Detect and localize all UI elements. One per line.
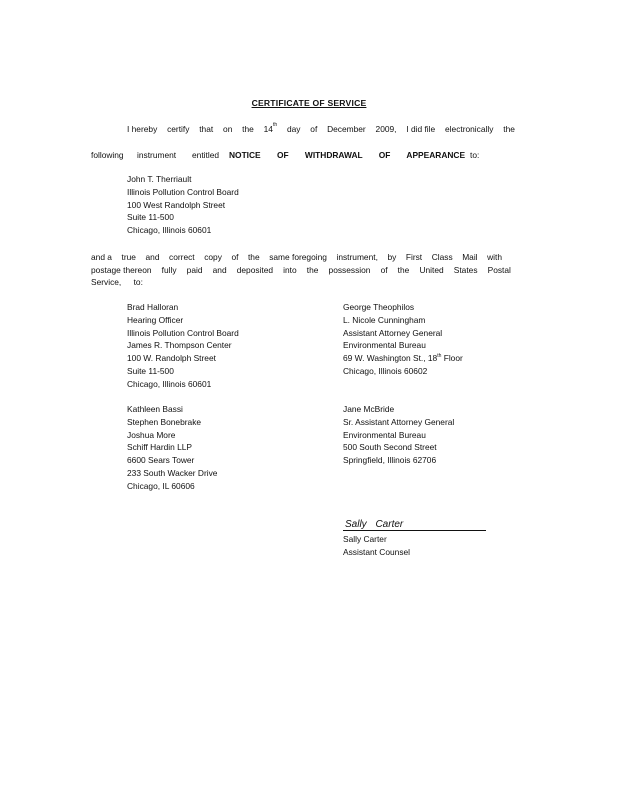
word: First <box>405 252 423 262</box>
word: same foregoing <box>269 252 327 262</box>
address-line: Hearing Officer <box>127 314 184 325</box>
address-line: Jane McBride <box>343 404 395 414</box>
word: I did file <box>406 124 436 134</box>
address-line: Assistant Attorney General <box>343 327 443 338</box>
word: and <box>145 252 160 262</box>
word: possession <box>328 265 371 275</box>
address-line: Environmental Bureau <box>343 429 426 440</box>
address-line: Chicago, Illinois 60601 <box>127 378 212 389</box>
service-block-halloran <box>127 301 239 391</box>
word: true <box>121 252 136 262</box>
word: December <box>327 124 366 134</box>
word: States <box>453 265 478 275</box>
word: Class <box>431 252 453 262</box>
signature-line <box>343 530 486 531</box>
service-block-theophilos <box>343 301 463 378</box>
address-line: Illinois Pollution Control Board <box>127 327 239 338</box>
address-line: 100 West Randolph Street <box>127 199 226 210</box>
address-line: Chicago, IL 60606 <box>127 480 195 491</box>
address-line: 6600 Sears Tower <box>127 455 195 466</box>
address-line: John T. Therriault <box>127 174 192 184</box>
notice-title: NOTICE OF WITHDRAWAL OF APPEARANCE <box>229 150 466 160</box>
word: 2009, <box>375 124 397 134</box>
floor-suffix: th <box>437 353 442 360</box>
address-line: L. Nicole Cunningham <box>343 314 426 325</box>
address-line: George Theophilos <box>343 302 415 312</box>
word: the <box>247 252 260 262</box>
para2-line2 <box>91 265 511 275</box>
word: fully <box>161 265 177 275</box>
addressee-block <box>127 173 239 237</box>
para2-line3: Service, to: <box>91 277 143 287</box>
word: copy <box>204 252 222 262</box>
address-line: James R. Thompson Center <box>127 340 232 351</box>
address-line: Kathleen Bassi <box>127 404 183 414</box>
word: into <box>283 265 297 275</box>
signature-block <box>343 533 410 559</box>
signature-script: Sally Carter <box>345 519 404 530</box>
word: day <box>286 124 301 134</box>
word: postage thereon <box>91 265 152 275</box>
address-line: Stephen Bonebrake <box>127 416 202 427</box>
word: the <box>397 265 410 275</box>
address-line-floor: 69 W. Washington St., 18th Floor <box>343 353 463 364</box>
word: instrument, <box>336 252 378 262</box>
address-line: Brad Halloran <box>127 302 179 312</box>
address-line: Environmental Bureau <box>343 340 426 351</box>
para2-line1 <box>91 252 502 262</box>
address-line: Chicago, Illinois 60601 <box>127 225 212 236</box>
address-line: Schiff Hardin LLP <box>127 442 193 453</box>
address-line: 233 South Wacker Drive <box>127 467 218 478</box>
word: and <box>212 265 227 275</box>
signer-name: Sally Carter <box>343 534 387 544</box>
address-line: Suite 11-500 <box>127 212 174 223</box>
word: deposited <box>236 265 274 275</box>
word: of <box>310 124 318 134</box>
word: correct <box>169 252 195 262</box>
word: United <box>419 265 444 275</box>
address-line: Springfield, Illinois 62706 <box>343 455 437 466</box>
day-number: 14th <box>263 122 278 134</box>
service-block-mcbride <box>343 403 454 467</box>
word: of <box>380 265 388 275</box>
service-block-bassi <box>127 403 217 493</box>
word: Postal <box>487 265 511 275</box>
title-text: CERTIFICATE OF SERVICE <box>251 98 367 108</box>
ordinal-suffix: th <box>272 122 278 128</box>
para1-word-following: following <box>91 150 124 160</box>
word: with <box>487 252 502 262</box>
word: on <box>223 124 233 134</box>
word: the <box>242 124 254 134</box>
word: the <box>306 265 319 275</box>
para1-word-to: to: <box>470 150 480 160</box>
word: of <box>231 252 239 262</box>
address-line: Joshua More <box>127 429 176 440</box>
document-title <box>0 98 618 108</box>
address-line: Suite 11-500 <box>127 365 174 376</box>
word: I hereby <box>127 124 158 134</box>
word: the <box>503 124 515 134</box>
para1-word-entitled: entitled <box>192 150 220 160</box>
para1-word-instrument: instrument <box>137 150 177 160</box>
word: by <box>387 252 397 262</box>
address-line: 500 South Second Street <box>343 442 437 453</box>
word: electronically <box>445 124 494 134</box>
address-line: Sr. Assistant Attorney General <box>343 416 455 427</box>
address-line: Chicago, Illinois 60602 <box>343 365 428 376</box>
address-line: 100 W. Randolph Street <box>127 353 216 364</box>
floor-word: Floor <box>443 353 463 364</box>
word: and a <box>91 252 112 262</box>
word: paid <box>186 265 203 275</box>
para1-line1 <box>127 124 515 134</box>
word: certify <box>167 124 190 134</box>
signer-role: Assistant Counsel <box>343 546 411 557</box>
word: that <box>199 124 214 134</box>
word: Mail <box>462 252 478 262</box>
address-line: Illinois Pollution Control Board <box>127 186 239 197</box>
